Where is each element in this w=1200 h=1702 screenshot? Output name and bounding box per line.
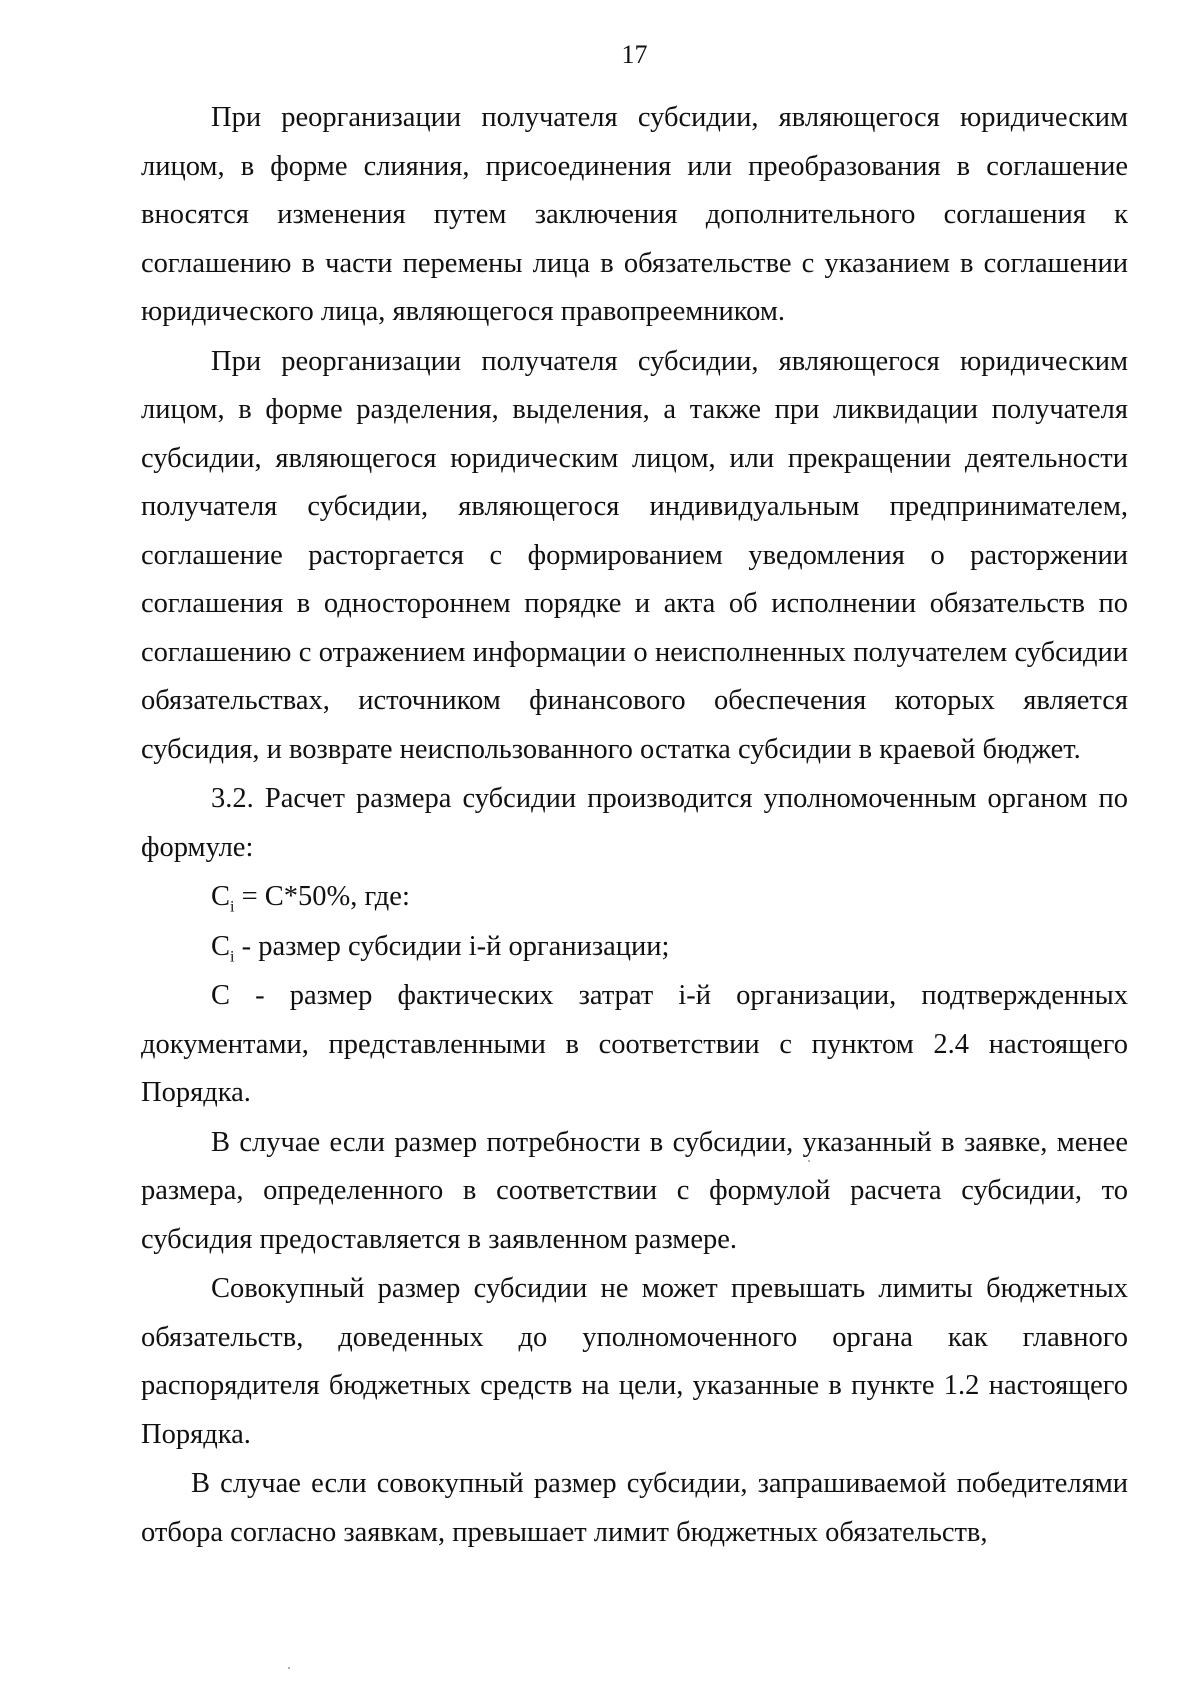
paragraph-exceeding-limit: В случае если совокупный размер субсидии, запрашиваемой победителями отбора согласно заявкам, превышает лимит бюджетных обязательств, [141,1468,1128,1548]
formula-definition-subscript: i [230,948,235,966]
paragraph-reorganization-merger: При реорганизации получателя субсидии, являющегося юридическим лицом, в форме слияния, присоединения или преобразования в соглашение вносятся изменения путем заключения дополнительного соглашения к соглашению в части перемены лица в обязательстве с указанием в соглашении юридического лица, являющегося правопреемником. [141,102,1128,327]
formula-symbol: С [211,881,231,912]
paragraph-reorganization-division: При реорганизации получателя субсидии, являющегося юридическим лицом, в форме разделения, выделения, а также при ликвидации получателя субсидии, являющегося юридическим лицом, или прекращении деятельности получателя субсидии, являющегося индивидуальным предпринимателем, соглашение расторгается с формированием уведомления о расторжении соглашения в одностороннем порядке и акта об исполнении обязательств по соглашению с отражением информации о неисполненных получателем субсидии обязательствах, источником финансового обеспечения которых является субсидия, и возврате неиспользованного остатка субсидии в краевой бюджет. [141,345,1128,765]
formula-definition-text: - размер субсидии i-й организации; [234,930,670,962]
paragraph-subsidy-calculation: 3.2. Расчет размера субсидии производится уполномоченным органом по формуле: [141,783,1128,863]
scan-speck [288,1667,290,1669]
formula-definition-c: С - размер фактических затрат i-й организации, подтвержденных документами, представленными в соответствии с пунктом 2.4 настоящего Порядка. [141,980,1128,1108]
paragraph-requested-amount: В случае если размер потребности в субсидии, указанный в заявке, менее размера, определенного в соответствии с формулой расчета субсидии, то субсидия предоставляется в заявленном размере. [141,1126,1128,1255]
scan-speck [808,1160,810,1162]
formula-expression: = С*50%, где: [234,881,410,912]
page-number: 17 [621,40,648,69]
paragraph-budget-limits: Совокупный размер субсидии не может превышать лимиты бюджетных обязательств, доведенных до уполномоченного органа как главного распорядителя бюджетных средств на цели, указанные в пункте 1.2 настоящего Порядка. [141,1273,1128,1450]
formula-definition-ci [141,923,1128,972]
document-body [141,94,1128,1558]
formula-line [141,873,1128,922]
formula-definition-symbol: С [211,930,231,962]
formula-subscript: i [230,898,235,916]
